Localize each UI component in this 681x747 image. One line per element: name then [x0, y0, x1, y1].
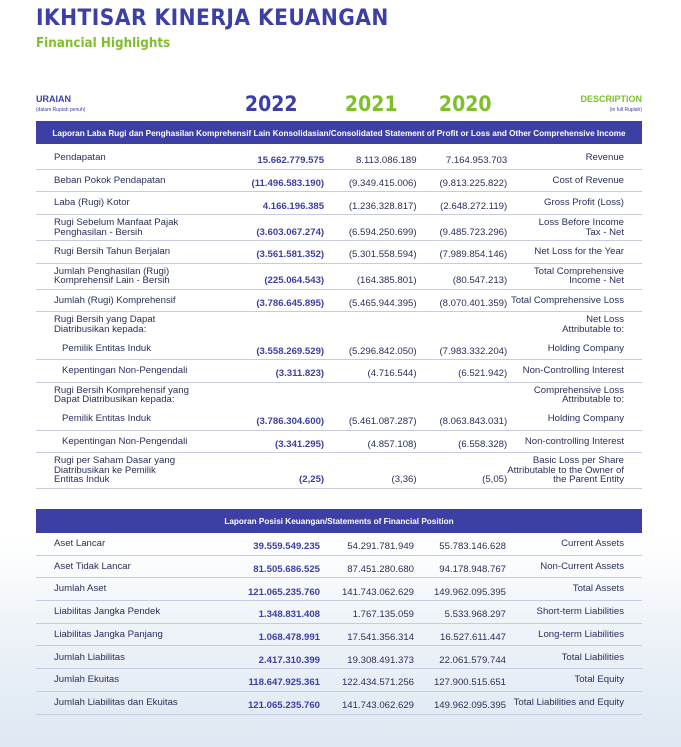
value-2022: (3.561.581.352): [229, 241, 324, 264]
table-row: [36, 669, 642, 692]
row-description-line: Income - Net: [569, 275, 624, 287]
value-2022: 121.065.235.760: [224, 578, 320, 601]
row-label: [36, 453, 229, 489]
value-2022: (3.311.823): [229, 360, 324, 383]
row-description: [507, 241, 642, 264]
value-2021: (6.594.250.699): [324, 215, 416, 241]
row-label-line: Laba (Rugi) Kotor: [54, 197, 130, 209]
year-2022-header: 2022: [244, 92, 298, 116]
value-2021: 8.113.086.189: [324, 147, 416, 169]
row-description: [507, 360, 642, 383]
row-description-line: Attributable to:: [562, 323, 624, 335]
row-label: [36, 533, 224, 555]
value-2020: 16.527.611.447: [414, 623, 506, 646]
value-2022: (3.786.645.895): [229, 289, 324, 312]
row-description-line: Non-controlling Interest: [524, 435, 624, 447]
row-description-line: Total Equity: [574, 674, 624, 686]
page-subtitle: Financial Highlights: [36, 36, 171, 51]
value-2022: 4.166.196.385: [229, 192, 324, 215]
row-description-line: Current Assets: [561, 538, 624, 550]
row-label: [36, 289, 229, 312]
table-row: [36, 430, 642, 453]
value-2022: (3.786.304.600): [229, 408, 324, 430]
value-2021: (5.301.558.594): [324, 241, 416, 264]
financial-position-table: [36, 533, 642, 715]
value-2020: (5,05): [417, 453, 508, 489]
value-2020: (6.558.328): [417, 430, 508, 453]
value-2021: (9.349.415.006): [324, 169, 416, 192]
value-2022: 81.505.686.525: [224, 555, 320, 578]
row-label-line: Aset Tidak Lancar: [54, 560, 131, 572]
row-label: [36, 337, 229, 359]
row-description: [506, 669, 642, 692]
value-2020: (6.521.942): [417, 360, 508, 383]
value-2022: [229, 312, 324, 338]
value-2020: 55.783.146.628: [414, 533, 506, 555]
row-label-line: Rugi per Saham Dasar yang: [54, 455, 176, 467]
row-label: [36, 555, 224, 578]
row-label-line: Jumlah Ekuitas: [54, 674, 120, 686]
table-row: [36, 533, 642, 555]
row-description-line: Net Loss: [586, 314, 624, 326]
row-label: [36, 192, 229, 215]
value-2020: 149.962.095.395: [414, 578, 506, 601]
value-2022: 1.348.831.408: [224, 601, 320, 624]
column-header: [36, 92, 642, 122]
value-2020: (8.070.401.359): [417, 289, 508, 312]
value-2021: 141.743.062.629: [320, 578, 414, 601]
row-label-line: Kepentingan Non-Pengendali: [62, 365, 188, 377]
row-description: [506, 601, 642, 624]
value-2020: (9.813.225.822): [417, 169, 508, 192]
row-description: [506, 578, 642, 601]
value-2021: 17.541.356.314: [320, 623, 414, 646]
description-header: DESCRIPTION: [580, 94, 642, 104]
row-description: [507, 169, 642, 192]
value-2020: 5.533.968.297: [414, 601, 506, 624]
row-label-line: Diatribusikan ke Pemilik: [54, 464, 156, 476]
row-label-line: Dapat Diatribusikan kepada:: [54, 394, 175, 406]
row-description: [506, 646, 642, 669]
row-description: [507, 453, 642, 489]
row-label-line: Liabilitas Jangka Pendek: [54, 606, 161, 618]
description-note: (in full Rupiah): [609, 107, 642, 113]
table-row: [36, 623, 642, 646]
value-2020: 7.164.953.703: [417, 147, 508, 169]
row-label-line: Pemilik Entitas Induk: [62, 342, 152, 354]
row-description: [507, 337, 642, 359]
row-description: [507, 312, 642, 338]
value-2021: (5.461.087.287): [324, 408, 416, 430]
value-2021: 141.743.062.629: [320, 691, 414, 714]
page-title: IKHTISAR KINERJA KEUANGAN: [36, 6, 389, 31]
table-row: [36, 555, 642, 578]
row-description-line: Total Liabilities: [561, 651, 624, 663]
value-2020: 127.900.515.651: [414, 669, 506, 692]
row-description-line: Loss Before Income: [538, 217, 624, 229]
row-description-line: Attributable to the Owner of: [507, 464, 624, 476]
row-label: [36, 601, 224, 624]
row-label-line: Rugi Bersih Komprehensif yang: [54, 384, 189, 396]
value-2021: (3,36): [324, 453, 416, 489]
value-2022: 1.068.478.991: [224, 623, 320, 646]
value-2022: (3.603.067.274): [229, 215, 324, 241]
row-label-line: Rugi Sebelum Manfaat Pajak: [54, 217, 179, 229]
row-label-line: Diatribusikan kepada:: [54, 323, 147, 335]
value-2022: (225.064.543): [229, 263, 324, 289]
value-2020: (7.989.854.146): [417, 241, 508, 264]
row-description-line: Attributable to:: [562, 394, 624, 406]
table-row: [36, 453, 642, 489]
table-row: [36, 169, 642, 192]
section-band-income: Laporan Laba Rugi dan Penghasilan Komprehensif Lain Konsolidasian/Consolidated Statement of Profit or Loss and Other Comprehensive Income: [36, 123, 642, 144]
value-2021: 1.767.135.059: [320, 601, 414, 624]
row-description-line: the Parent Entity: [553, 474, 624, 486]
value-2022: 118.647.925.361: [224, 669, 320, 692]
row-label-line: Jumlah Aset: [54, 583, 107, 595]
table-row: [36, 215, 642, 241]
value-2022: 2.417.310.399: [224, 646, 320, 669]
row-label: [36, 312, 229, 338]
table-row: [36, 382, 642, 408]
row-description-line: Revenue: [585, 152, 624, 164]
row-description: [507, 430, 642, 453]
row-label-line: Rugi Bersih Tahun Berjalan: [54, 246, 171, 258]
row-label: [36, 408, 229, 430]
row-description: [507, 382, 642, 408]
row-label: [36, 263, 229, 289]
row-description: [507, 147, 642, 169]
value-2020: 22.061.579.744: [414, 646, 506, 669]
value-2021: (4.716.544): [324, 360, 416, 383]
row-description: [506, 691, 642, 714]
table-row: [36, 408, 642, 430]
row-description: [506, 623, 642, 646]
value-2021: [324, 382, 416, 408]
value-2022: (3.341.295): [229, 430, 324, 453]
row-label: [36, 241, 229, 264]
row-label: [36, 578, 224, 601]
row-label-line: Jumlah Liabilitas: [54, 651, 125, 663]
row-label-line: Rugi Bersih yang Dapat: [54, 314, 156, 326]
value-2021: (164.385.801): [324, 263, 416, 289]
value-2021: 122.434.571.256: [320, 669, 414, 692]
row-label-line: Beban Pokok Pendapatan: [54, 174, 166, 186]
row-description-line: Non-Current Assets: [540, 560, 624, 572]
row-label: [36, 691, 224, 714]
table-row: [36, 337, 642, 359]
row-description: [507, 215, 642, 241]
row-label: [36, 669, 224, 692]
row-description-line: Holding Company: [547, 412, 624, 424]
row-description: [506, 555, 642, 578]
row-description-line: Total Liabilities and Equity: [513, 696, 624, 708]
table-row: [36, 192, 642, 215]
uraian-header: URAIAN: [36, 94, 71, 104]
table-row: [36, 289, 642, 312]
row-description-line: Comprehensive Loss: [533, 384, 624, 396]
section-band-position: Laporan Posisi Keuangan/Statements of Financial Position: [36, 509, 642, 533]
row-label-line: Jumlah (Rugi) Komprehensif: [54, 294, 176, 306]
income-statement-table: [36, 147, 642, 489]
value-2021: 54.291.781.949: [320, 533, 414, 555]
row-description-line: Cost of Revenue: [552, 174, 624, 186]
row-description-line: Net Loss for the Year: [534, 246, 624, 258]
row-label-line: Komprehensif Lain - Bersih: [54, 275, 170, 287]
row-description-line: Basic Loss per Share: [532, 455, 624, 467]
value-2022: 15.662.779.575: [229, 147, 324, 169]
row-description-line: Holding Company: [547, 342, 624, 354]
row-label: [36, 623, 224, 646]
value-2020: [417, 382, 508, 408]
row-description-line: Total Assets: [572, 583, 624, 595]
value-2020: 94.178.948.767: [414, 555, 506, 578]
row-description-line: Total Comprehensive: [533, 265, 624, 277]
row-description: [507, 289, 642, 312]
value-2020: 149.962.095.395: [414, 691, 506, 714]
table-row: [36, 263, 642, 289]
value-2022: [229, 382, 324, 408]
value-2020: (8.063.843.031): [417, 408, 508, 430]
row-label-line: Pendapatan: [54, 152, 106, 164]
value-2021: 19.308.491.373: [320, 646, 414, 669]
value-2020: (80.547.213): [417, 263, 508, 289]
row-label-line: Liabilitas Jangka Panjang: [54, 628, 163, 640]
row-label: [36, 382, 229, 408]
row-label: [36, 147, 229, 169]
value-2020: (9.485.723.296): [417, 215, 508, 241]
row-label-line: Jumlah Liabilitas dan Ekuitas: [54, 696, 178, 708]
row-description-line: Tax - Net: [585, 226, 624, 238]
row-label-line: Entitas Induk: [54, 474, 110, 486]
uraian-note: (dalam Rupiah penuh): [36, 107, 86, 113]
value-2021: (4.857.108): [324, 430, 416, 453]
row-label-line: Pemilik Entitas Induk: [62, 412, 152, 424]
row-label-line: Kepentingan Non-Pengendali: [62, 435, 188, 447]
row-description-line: Gross Profit (Loss): [544, 197, 624, 209]
value-2020: [417, 312, 508, 338]
value-2021: (1.236.328.817): [324, 192, 416, 215]
value-2021: 87.451.280.680: [320, 555, 414, 578]
row-label-line: Penghasilan - Bersih: [54, 226, 143, 238]
row-label: [36, 360, 229, 383]
row-description: [507, 192, 642, 215]
table-row: [36, 360, 642, 383]
table-row: [36, 147, 642, 169]
value-2021: (5.296.842.050): [324, 337, 416, 359]
value-2020: (7.983.332.204): [417, 337, 508, 359]
year-2020-header: 2020: [438, 92, 492, 116]
row-label: [36, 215, 229, 241]
row-description: [506, 533, 642, 555]
year-2021-header: 2021: [344, 92, 398, 116]
table-row: [36, 691, 642, 714]
value-2022: 39.559.549.235: [224, 533, 320, 555]
value-2022: (3.558.269.529): [229, 337, 324, 359]
row-description-line: Total Comprehensive Loss: [510, 294, 624, 306]
row-label-line: Aset Lancar: [54, 538, 106, 550]
table-row: [36, 601, 642, 624]
value-2022: (2,25): [229, 453, 324, 489]
row-label: [36, 169, 229, 192]
row-description: [507, 408, 642, 430]
row-label: [36, 430, 229, 453]
value-2020: (2.648.272.119): [417, 192, 508, 215]
value-2021: [324, 312, 416, 338]
value-2022: 121.065.235.760: [224, 691, 320, 714]
row-description-line: Non-Controlling Interest: [522, 365, 624, 377]
value-2021: (5.465.944.395): [324, 289, 416, 312]
table-row: [36, 578, 642, 601]
row-description-line: Short-term Liabilities: [536, 606, 624, 618]
row-label-line: Jumlah Penghasilan (Rugi): [54, 265, 170, 277]
table-row: [36, 312, 642, 338]
row-label: [36, 646, 224, 669]
table-row: [36, 646, 642, 669]
row-description-line: Long-term Liabilities: [538, 628, 624, 640]
value-2022: (11.496.583.190): [229, 169, 324, 192]
row-description: [507, 263, 642, 289]
table-row: [36, 241, 642, 264]
